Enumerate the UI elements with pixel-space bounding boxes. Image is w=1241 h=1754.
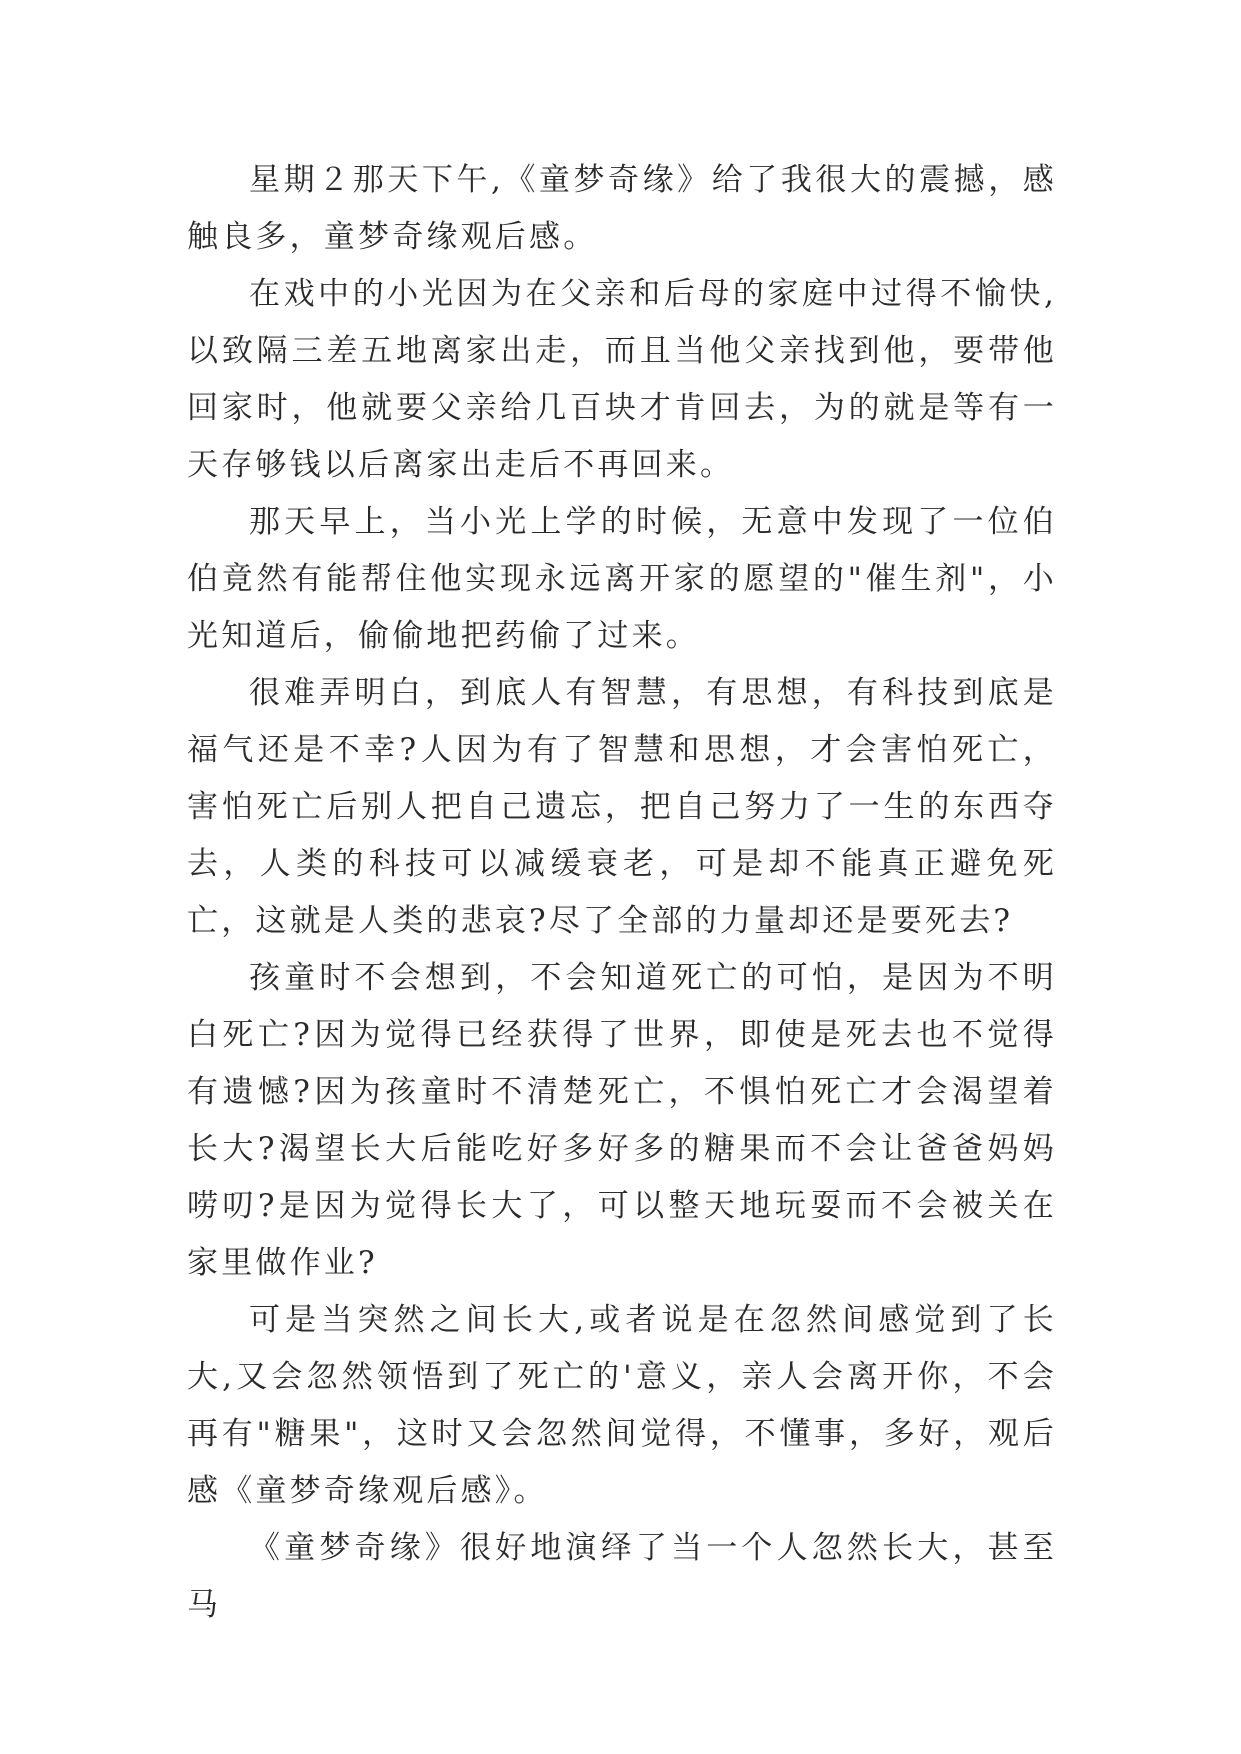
- paragraph-5: 孩童时不会想到，不会知道死亡的可怕，是因为不明白死亡?因为觉得已经获得了世界，即使是死去也不觉得有遗憾?因为孩童时不清楚死亡，不惧怕死亡才会渴望着长大?渴望长大后能吃好多好多的糖果而不会让爸爸妈妈唠叨?是因为觉得长大了，可以整天地玩耍而不会被关在家里做作业?: [187, 960, 1057, 1281]
- document-body: [187, 152, 1057, 1634]
- paragraph-7: 《童梦奇缘》很好地演绎了当一个人忽然长大，甚至马: [187, 1530, 1057, 1623]
- paragraph-1: 星期２那天下午,《童梦奇缘》给了我很大的震撼，感触良多，童梦奇缘观后感。: [187, 162, 1057, 255]
- paragraph-4: 很难弄明白，到底人有智慧，有思想，有科技到底是福气还是不幸?人因为有了智慧和思想，才会害怕死亡，害怕死亡后别人把自己遗忘，把自己努力了一生的东西夺去，人类的科技可以减缓衰老，可是却不能真正避免死亡，这就是人类的悲哀?尽了全部的力量却还是要死去?: [187, 675, 1057, 939]
- paragraph-6: 可是当突然之间长大,或者说是在忽然间感觉到了长大,又会忽然领悟到了死亡的'意义，亲人会离开你，不会再有"糖果"，这时又会忽然间觉得，不懂事，多好，观后感《童梦奇缘观后感》。: [187, 1302, 1057, 1509]
- paragraph-2: 在戏中的小光因为在父亲和后母的家庭中过得不愉快,以致隔三差五地离家出走，而且当他父亲找到他，要带他回家时，他就要父亲给几百块才肯回去，为的就是等有一天存够钱以后离家出走后不再回来。: [187, 276, 1057, 483]
- paragraph-3: 那天早上，当小光上学的时候，无意中发现了一位伯伯竟然有能帮住他实现永远离开家的愿望的"催生剂"，小光知道后，偷偷地把药偷了过来。: [187, 504, 1057, 654]
